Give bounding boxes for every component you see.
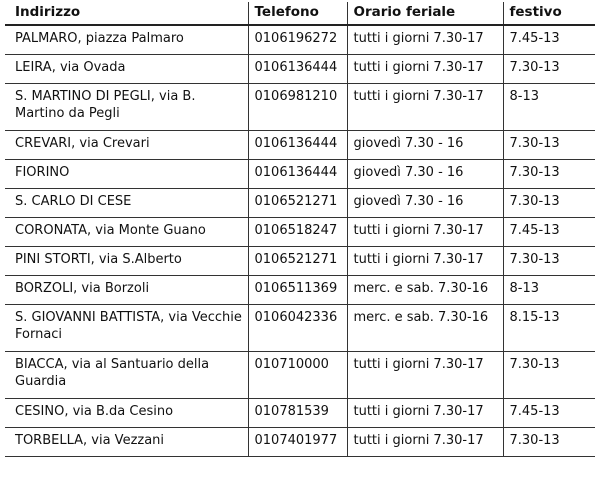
weekday-hours-cell: tutti i giorni 7.30-17	[347, 54, 503, 83]
holiday-hours-cell: 7.30-13	[503, 246, 595, 275]
weekday-hours-cell: tutti i giorni 7.30-17	[347, 217, 503, 246]
address-cell: BORZOLI, via Borzoli	[5, 275, 248, 304]
table-row	[5, 159, 595, 188]
header-phone: Telefono	[248, 2, 347, 25]
holiday-hours-cell: 7.30-13	[503, 130, 595, 159]
phone-cell: 010710000	[248, 351, 347, 398]
phone-cell: 0106981210	[248, 83, 347, 130]
phone-cell: 0106521271	[248, 188, 347, 217]
address-cell: TORBELLA, via Vezzani	[5, 427, 248, 456]
header-weekday-hours: Orario feriale	[347, 2, 503, 25]
weekday-hours-cell: giovedì 7.30 - 16	[347, 159, 503, 188]
weekday-hours-cell: tutti i giorni 7.30-17	[347, 246, 503, 275]
table-row	[5, 398, 595, 427]
weekday-hours-cell: tutti i giorni 7.30-17	[347, 83, 503, 130]
weekday-hours-cell: tutti i giorni 7.30-17	[347, 427, 503, 456]
table-row	[5, 130, 595, 159]
schedule-table	[5, 2, 595, 457]
address-cell: S. GIOVANNI BATTISTA, via Vecchie Fornaci	[5, 304, 248, 351]
holiday-hours-cell: 7.45-13	[503, 25, 595, 54]
phone-cell: 0106521271	[248, 246, 347, 275]
address-cell: FIORINO	[5, 159, 248, 188]
address-cell: LEIRA, via Ovada	[5, 54, 248, 83]
header-address: Indirizzo	[5, 2, 248, 25]
table-row	[5, 54, 595, 83]
address-cell: CORONATA, via Monte Guano	[5, 217, 248, 246]
table-row	[5, 427, 595, 456]
address-cell: BIACCA, via al Santuario della Guardia	[5, 351, 248, 398]
weekday-hours-cell: tutti i giorni 7.30-17	[347, 398, 503, 427]
table-row	[5, 246, 595, 275]
address-cell: S. CARLO DI CESE	[5, 188, 248, 217]
holiday-hours-cell: 7.30-13	[503, 427, 595, 456]
weekday-hours-cell: giovedì 7.30 - 16	[347, 130, 503, 159]
header-row	[5, 2, 595, 25]
table-row	[5, 188, 595, 217]
phone-cell: 0106136444	[248, 54, 347, 83]
holiday-hours-cell: 7.30-13	[503, 188, 595, 217]
table-row	[5, 25, 595, 54]
address-cell: PINI STORTI, via S.Alberto	[5, 246, 248, 275]
table-row	[5, 304, 595, 351]
phone-cell: 0106511369	[248, 275, 347, 304]
address-cell: PALMARO, piazza Palmaro	[5, 25, 248, 54]
phone-cell: 0106518247	[248, 217, 347, 246]
holiday-hours-cell: 8-13	[503, 275, 595, 304]
address-cell: CESINO, via B.da Cesino	[5, 398, 248, 427]
weekday-hours-cell: merc. e sab. 7.30-16	[347, 304, 503, 351]
weekday-hours-cell: giovedì 7.30 - 16	[347, 188, 503, 217]
address-cell: S. MARTINO DI PEGLI, via B. Martino da Pegli	[5, 83, 248, 130]
phone-cell: 0107401977	[248, 427, 347, 456]
holiday-hours-cell: 8-13	[503, 83, 595, 130]
holiday-hours-cell: 7.45-13	[503, 398, 595, 427]
phone-cell: 0106042336	[248, 304, 347, 351]
table-row	[5, 83, 595, 130]
header-holiday-hours: festivo	[503, 2, 595, 25]
table-row	[5, 275, 595, 304]
holiday-hours-cell: 7.30-13	[503, 159, 595, 188]
holiday-hours-cell: 7.30-13	[503, 351, 595, 398]
weekday-hours-cell: tutti i giorni 7.30-17	[347, 25, 503, 54]
weekday-hours-cell: tutti i giorni 7.30-17	[347, 351, 503, 398]
table-row	[5, 351, 595, 398]
phone-cell: 010781539	[248, 398, 347, 427]
holiday-hours-cell: 8.15-13	[503, 304, 595, 351]
address-cell: CREVARI, via Crevari	[5, 130, 248, 159]
holiday-hours-cell: 7.45-13	[503, 217, 595, 246]
phone-cell: 0106196272	[248, 25, 347, 54]
table-row	[5, 217, 595, 246]
phone-cell: 0106136444	[248, 130, 347, 159]
holiday-hours-cell: 7.30-13	[503, 54, 595, 83]
phone-cell: 0106136444	[248, 159, 347, 188]
weekday-hours-cell: merc. e sab. 7.30-16	[347, 275, 503, 304]
